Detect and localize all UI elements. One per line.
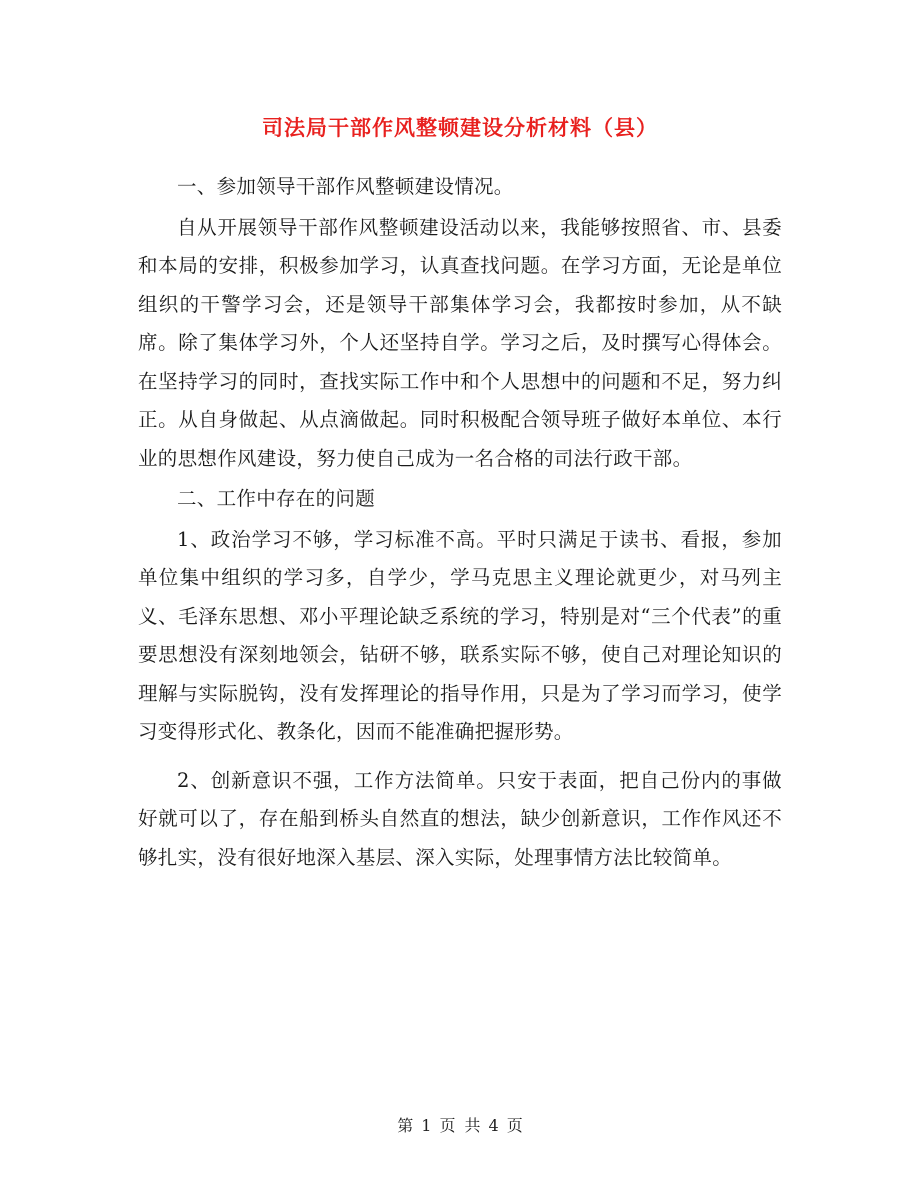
section-heading-2: 二、工作中存在的问题 bbox=[177, 487, 376, 510]
document-title: 司法局干部作风整顿建设分析材料（县） bbox=[262, 116, 658, 140]
total-pages-number: 4 bbox=[488, 1116, 499, 1135]
section-heading-1: 一、参加领导干部作风整顿建设情况。 bbox=[177, 175, 514, 198]
body-paragraph: 自从开展领导干部作风整顿建设活动以来，我能够按照省、市、县委和本局的安排，积极参加学习，认真查找问题。在学习方面，无论是单位组织的干警学习会，还是领导干部集体学习会，我都按时参加，从不缺席。除了集体学习外，个人还坚持自学。学习之后，及时撰写心得体会。在坚持学习的同时，查找实际工作中和个人思想中的问题和不足，努力纠正。从自身做起、从点滴做起。同时积极配合领导班子做好本单位、本行业的思想作风建设，努力使自己成为一名合格的司法行政干部。 bbox=[138, 215, 782, 470]
current-page-number: 1 bbox=[421, 1116, 432, 1135]
page-label-mid: 页 共 bbox=[439, 1116, 481, 1135]
body-paragraph: 1、政治学习不够，学习标准不高。平时只满足于读书、看报，参加单位集中组织的学习多，自学少，学马克思主义理论就更少，对马列主义、毛泽东思想、邓小平理论缺乏系统的学习，特别是对“三个代表”的重要思想没有深刻地领会，钻研不够，联系实际不够，使自己对理论知识的理解与实际脱钩，没有发挥理论的指导作用，只是为了学习而学习，使学习变得形式化、教条化，因而不能准确把握形势。 bbox=[138, 527, 782, 743]
page-label-prefix: 第 bbox=[397, 1116, 414, 1135]
body-paragraph: 2、创新意识不强，工作方法简单。只安于表面，把自己份内的事做好就可以了，存在船到桥头自然直的想法，缺少创新意识，工作作风还不够扎实，没有很好地深入基层、深入实际，处理事情方法比较简单。 bbox=[138, 768, 782, 869]
document-body bbox=[138, 168, 782, 877]
page-label-suffix: 页 bbox=[506, 1116, 523, 1135]
page-footer bbox=[0, 1113, 920, 1136]
